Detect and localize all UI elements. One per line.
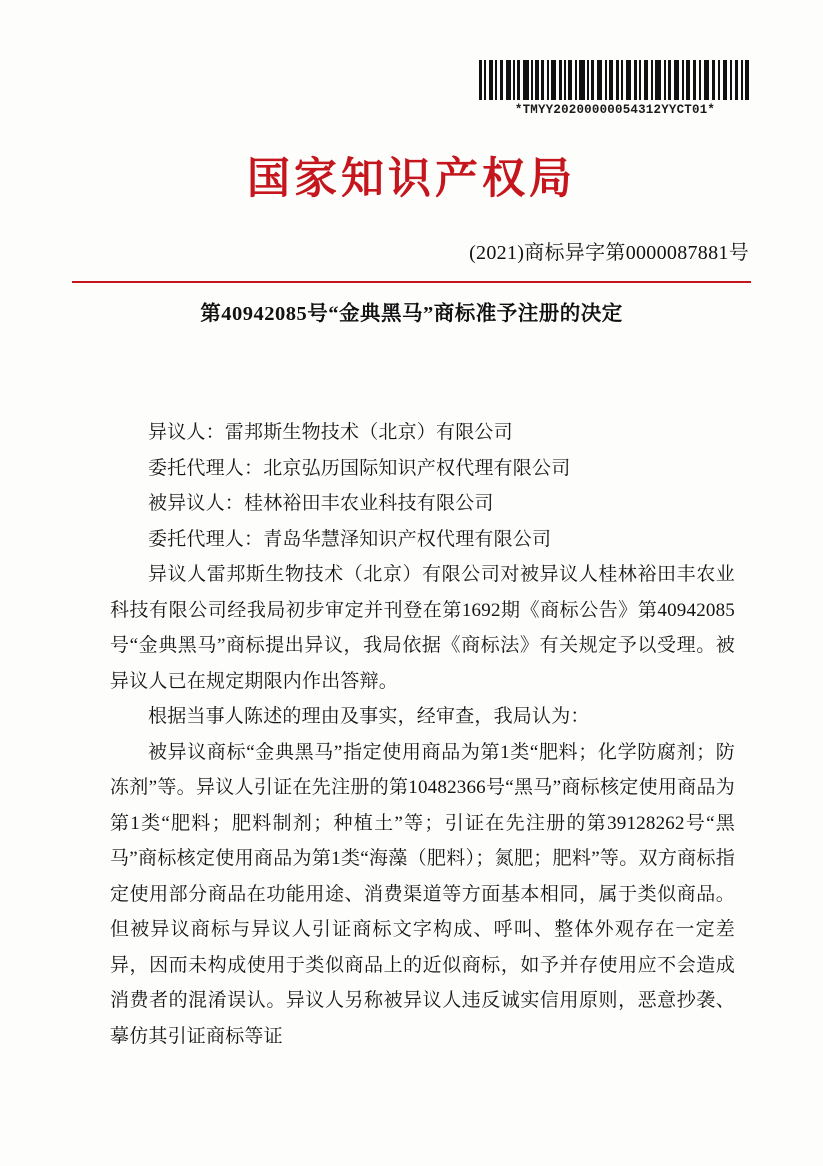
header-divider: [72, 281, 751, 283]
decision-title: 第40942085号“金典黑马”商标准予注册的决定: [200, 303, 623, 325]
masthead: [0, 155, 823, 204]
body-paragraph-2: 根据当事人陈述的理由及事实，经审查，我局认为：: [148, 706, 590, 727]
party-opposed: 被异议人：桂林裕田丰农业科技有限公司: [148, 493, 494, 514]
body-paragraph-1: 异议人雷邦斯生物技术（北京）有限公司对被异议人桂林裕田丰农业科技有限公司经我局初步审定并刊登在第1692期《商标公告》第40942085号“金典黑马”商标提出异议，我局依据《商标法》有关规定予以受理。被异议人已在规定期限内作出答辩。: [110, 564, 735, 692]
issuing-authority-title: 国家知识产权局: [247, 154, 576, 204]
party-opposed-agent: 委托代理人：青岛华慧泽知识产权代理有限公司: [148, 528, 552, 550]
barcode-number: *TMYY20200000054312YYCT01*: [514, 103, 716, 117]
body-paragraph-3: 被异议商标“金典黑马”指定使用商品为第1类“肥料；化学防腐剂；防冻剂”等。异议人引证在先注册的第10482366号“黑马”商标核定使用商品为第1类“肥料；肥料制剂；种植土”等；引证在先注册的第39128262号“黑马”商标核定使用商品为第1类“海藻（肥料）；氮肥；肥料”等。双方商标指定使用部分商品在功能用途、消费渠道等方面基本相同，属于类似商品。但被异议商标与异议人引证商标文字构成、呼叫、整体外观存在一定差异，因而未构成使用于类似商品上的近似商标，如予并存使用应不会造成消费者的混淆误认。异议人另称被异议人违反诚实信用原则，恶意抄袭、摹仿其引证商标等证: [110, 741, 735, 1047]
barcode-icon: [479, 60, 751, 100]
barcode-block: [479, 60, 751, 117]
document-number: (2021)商标异字第0000087881号: [469, 242, 749, 264]
party-opponent-agent: 委托代理人：北京弘历国际知识产权代理有限公司: [148, 457, 571, 479]
document-body: [110, 415, 735, 1054]
party-opponent: 异议人：雷邦斯生物技术（北京）有限公司: [148, 422, 513, 443]
